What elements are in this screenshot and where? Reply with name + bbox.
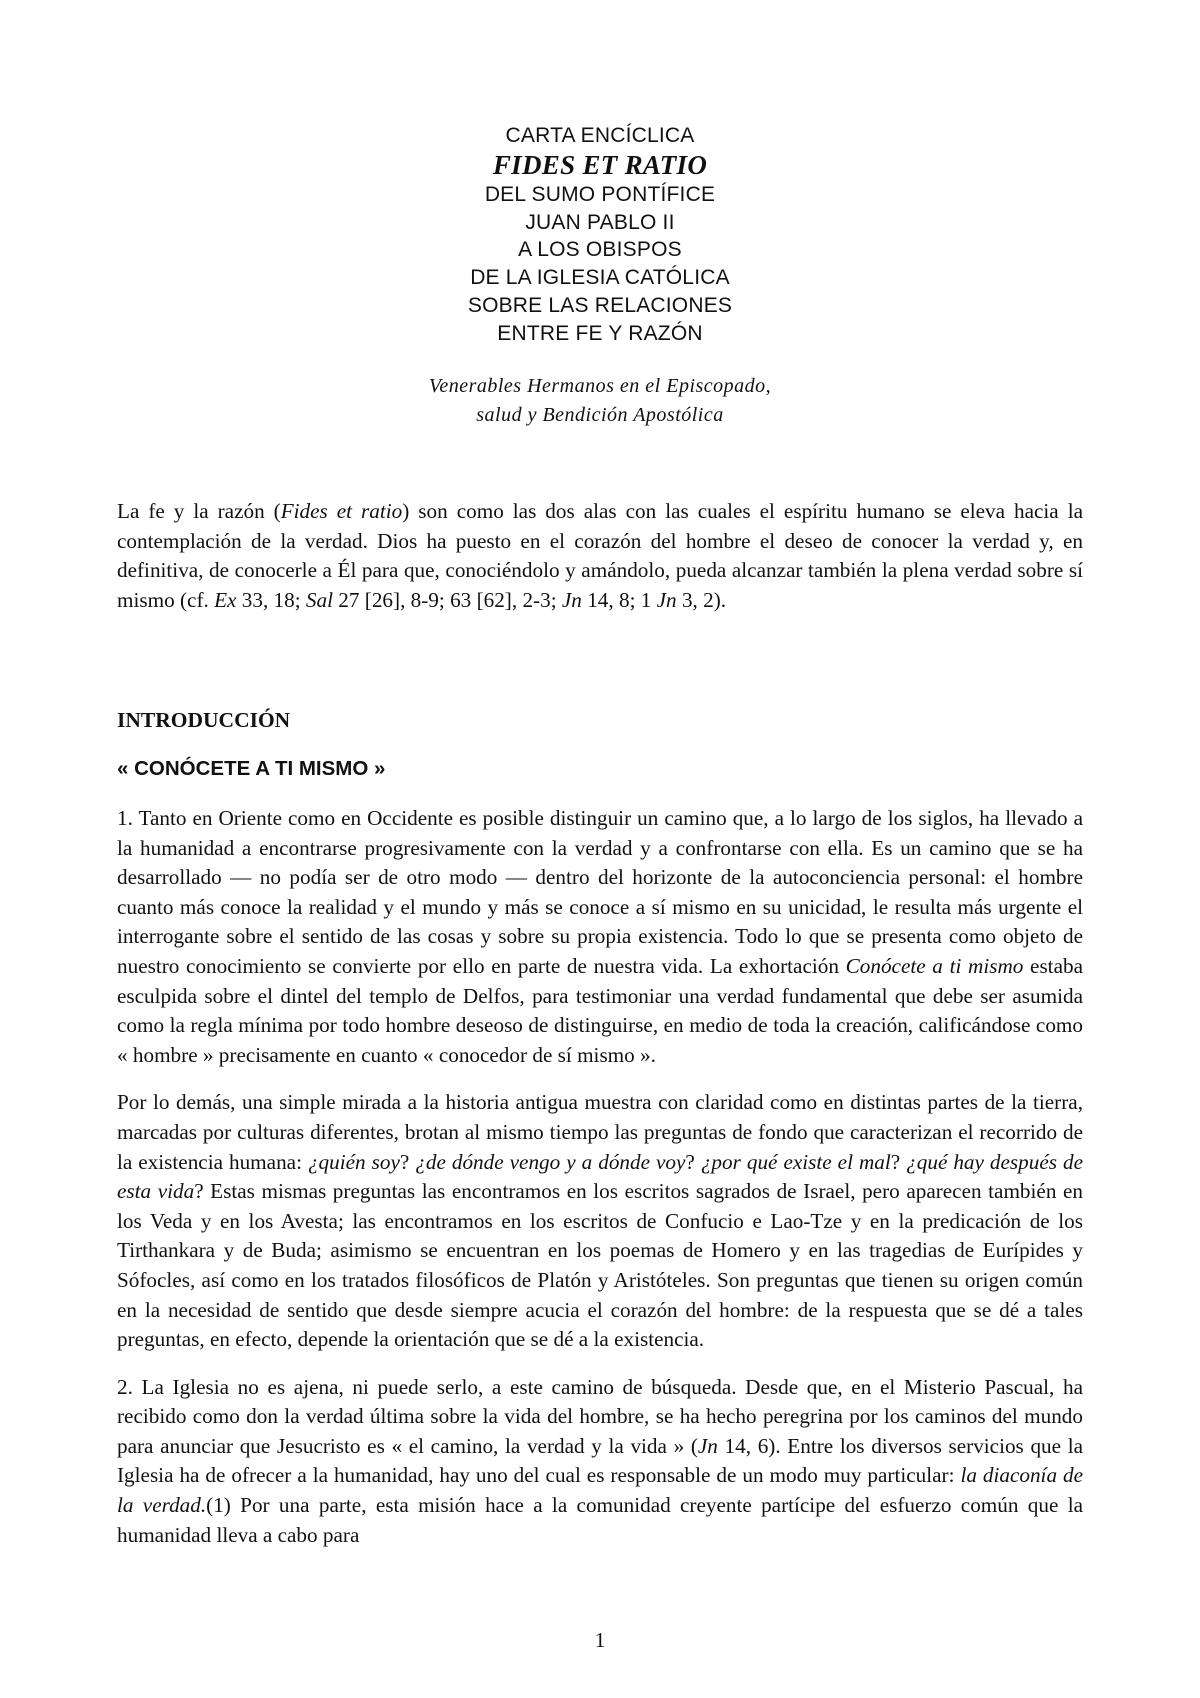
page-number: 1: [594, 1628, 606, 1652]
salutation-line-2: salud y Bendición Apostólica: [476, 403, 724, 426]
paragraph-2: 2. La Iglesia no es ajena, ni puede serlo, a este camino de búsqueda. Desde que, en el Misterio Pascual, ha recibido como don la verdad última sobre la vida del hombre, se ha hecho peregrina por los caminos del mundo para anunciar que Jesucristo es « el camino, la verdad y la vida » (Jn 14, 6). Entre los diversos servicios que la Iglesia ha de ofrecer a la humanidad, hay uno del cual es responsable de un modo muy particular: la diaconía de la verdad.(1) Por una parte, esta misión hace a la comunidad creyente partícipe del esfuerzo común que la humanidad lleva a cabo para: [117, 1374, 1084, 1547]
encyclical-title: FIDES ET RATIO: [492, 149, 708, 180]
title-line-sumo-pontifice: DEL SUMO PONTÍFICE: [484, 182, 716, 206]
subsection-heading-conocete: « CONÓCETE A TI MISMO »: [117, 757, 386, 780]
salutation: [0, 372, 1200, 430]
paragraph-1: 1. Tanto en Oriente como en Occidente es posible distinguir un camino que, a lo largo de los siglos, ha llevado a la humanidad a encontrarse progresivamente con la verdad y a confrontarse con ella. Es un camino que se ha desarrollado — no podía ser de otro modo — dentro del horizonte de la autoconciencia personal: el hombre cuanto más conoce la realidad y el mundo y más se conoce a sí mismo en su unicidad, le resulta más urgente el interrogante sobre el sentido de las cosas y sobre su propia existencia. Todo lo que se presenta como objeto de nuestro conocimiento se convierte por ello en parte de nuestra vida. La exhortación Conócete a ti mismo estaba esculpida sobre el dintel del templo de Delfos, para testimoniar una verdad fundamental que debe ser asumida como la regla mínima por todo hombre deseoso de distinguirse, en medio de toda la creación, calificándose como « hombre » precisamente en cuanto « conocedor de sí mismo ».: [117, 806, 1083, 1067]
encyclical-title-block: [0, 122, 1200, 430]
salutation-line-1: Venerables Hermanos en el Episcopado,: [428, 374, 772, 397]
intro-paragraph: La fe y la razón (Fides et ratio) son como las dos alas con las cuales el espíritu humano se eleva hacia la contemplación de la verdad. Dios ha puesto en el corazón del hombre el deseo de conocer la verdad y, en definitiva, de conocerle a Él para que, conociéndolo y amándolo, pueda alcanzar también la plena verdad sobre sí mismo (cf. Ex 33, 18; Sal 27 [26], 8-9; 63 [62], 2-3; Jn 14, 8; 1 Jn 3, 2).: [117, 499, 1083, 612]
intro-paragraph-block: [117, 497, 1083, 615]
title-line-subject: SOBRE LAS RELACIONES: [467, 293, 733, 317]
title-line-author: JUAN PABLO II: [525, 210, 675, 234]
title-line-subject-2: ENTRE FE Y RAZÓN: [497, 321, 703, 345]
section-heading-introduccion: INTRODUCCIÓN: [117, 708, 291, 732]
paragraph-1b: Por lo demás, una simple mirada a la historia antigua muestra con claridad como en distintas partes de la tierra, marcadas por culturas diferentes, brotan al mismo tiempo las preguntas de fondo que caracterizan el recorrido de la existencia humana: ¿quién soy? ¿de dónde vengo y a dónde voy? ¿por qué existe el mal? ¿qué hay después de esta vida? Estas mismas preguntas las encontramos en los escritos sagrados de Israel, pero aparecen también en los Veda y en los Avesta; las encontramos en los escritos de Confucio e Lao-Tze y en la predicación de los Tirthankara y de Buda; asimismo se encuentran en los poemas de Homero y en las tragedias de Eurípides y Sófocles, así como en los tratados filosóficos de Platón y Aristóteles. Son preguntas que tienen su origen común en la necesidad de sentido que desde siempre acucia el corazón del hombre: de la respuesta que se dé a tales preguntas, en efecto, depende la orientación que se dé a la existencia.: [117, 1090, 1084, 1352]
title-line-church: DE LA IGLESIA CATÓLICA: [470, 266, 730, 290]
section-body: [117, 804, 1083, 1550]
title-line-carta-enciclica: CARTA ENCÍCLICA: [505, 124, 695, 147]
title-line-addressees: A LOS OBISPOS: [518, 238, 682, 262]
